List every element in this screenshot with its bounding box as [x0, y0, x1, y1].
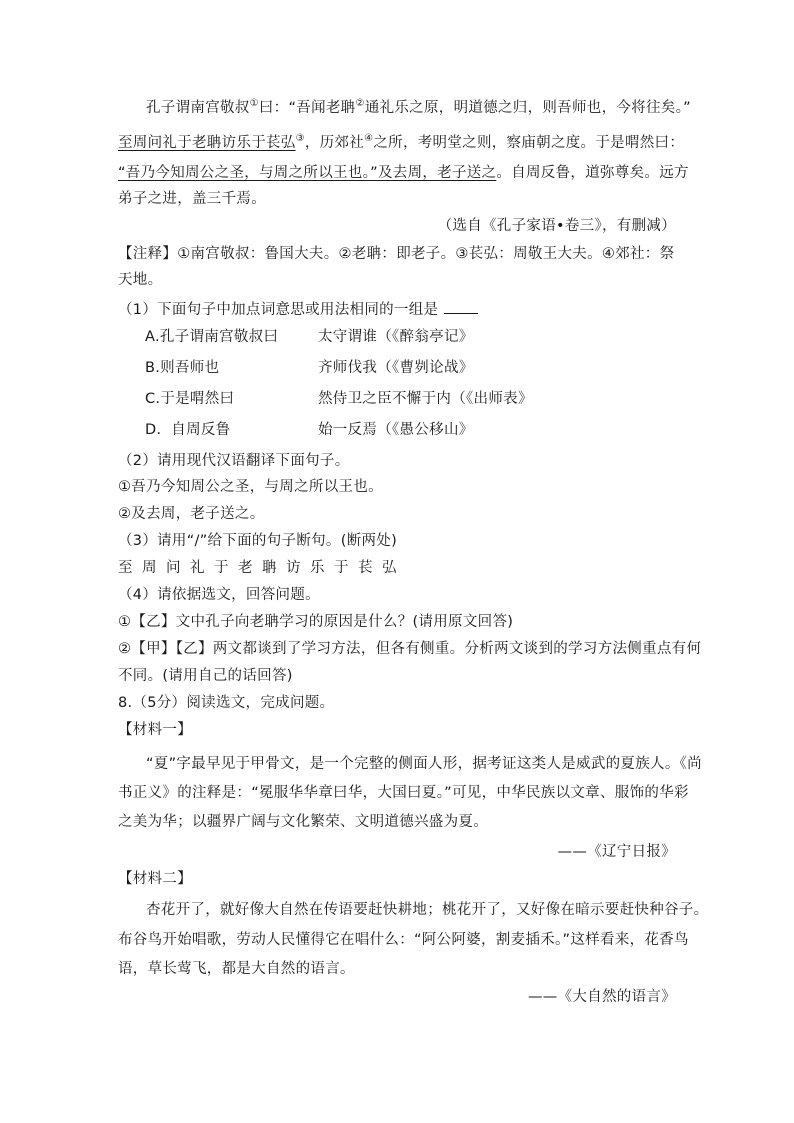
option-compare: 齐师伐我（《曹刿论战》	[318, 360, 474, 376]
option-compare: 然侍卫之臣不懈于内（《出师表》	[318, 391, 533, 407]
material-1-line-2: 书正义》的注释是：“冕服华华章曰华，大国曰夏。”可见，中华民族以文章、服饰的华彩	[118, 785, 689, 801]
material-2-source: ——《大自然的语言》	[528, 989, 676, 1005]
q4-question-1: ①【乙】文中孔子向老聃学习的原因是什么？(请用原文回答)	[118, 614, 514, 630]
text: 孔子谓南宫敬叔	[146, 100, 250, 116]
underlined-sentence: “吾乃今知周公之圣，与周之所以王也。”	[118, 165, 378, 181]
notes-line-2: 天地。	[118, 272, 163, 288]
q3-sentence: 至周问礼于老聃访乐于苌弘	[118, 560, 406, 576]
material-2-line-1: 杏花开了，就好像大自然在传语要赶快耕地；桃花开了，又好像在暗示要赶快种谷子。	[146, 902, 709, 918]
option-text: C.于是喟然曰	[145, 391, 235, 407]
q4-question-2-line-2: 不同。(请用自己的话回答)	[118, 668, 293, 684]
option-text: B.则吾师也	[145, 360, 220, 376]
passage-source: （选自《孔子家语•卷三》，有删减）	[437, 218, 676, 234]
material-1-line-1: “夏”字最早见于甲骨文，是一个完整的侧面人形，据考证这类人是威武的夏族人。《尚	[146, 756, 702, 772]
material-1-source: ——《辽宁日报》	[557, 844, 676, 860]
q2-stem: （2）请用现代汉语翻译下面句子。	[118, 453, 350, 469]
text: 。自周反鲁，道弥尊矣。远方	[496, 165, 689, 181]
q4-question-2-line-1: ②【甲】【乙】两文都谈到了学习方法，但各有侧重。分析两文谈到的学习方法侧重点有何	[118, 641, 702, 657]
q4-stem: （4）请依据选文，回答问题。	[118, 587, 320, 603]
text: 之所，考明堂之则，察庙朝之度。于是喟然曰：	[373, 135, 685, 151]
material-2-line-2: 布谷鸟开始唱歌，劳动人民懂得它在唱什么：“阿公阿婆，割麦插禾。”这样看来，花香鸟	[118, 932, 689, 948]
text: （1）下面句子中加点词意思或用法相同的一组是	[118, 302, 439, 318]
q3-stem: （3）请用“/”给下面的句子断句。(断两处)	[118, 533, 398, 549]
option-text: D．自周反鲁	[145, 422, 231, 438]
material-2-line-3: 语，草长莺飞，都是大自然的语言。	[118, 961, 355, 977]
passage-line-4: 弟子之进，盖三千焉。	[118, 191, 266, 207]
note-marker-2: ②	[355, 98, 365, 110]
q2-sentence-2: ②及去周，老子送之。	[118, 506, 265, 522]
note-marker-1: ①	[249, 98, 259, 110]
note-marker-3: ③	[295, 133, 305, 145]
passage-line-3	[118, 163, 689, 183]
material-1-line-3: 之美为华；以疆界广阔与文化繁荣、文明道德兴盛为夏。	[118, 814, 488, 830]
text: 通礼乐之原，明道德之归，则吾师也，今将往矣。”	[364, 100, 691, 116]
material-2-title: 【材料二】	[118, 871, 192, 887]
text: ，历郊社	[304, 135, 365, 151]
passage-line-1	[146, 98, 691, 118]
q2-sentence-1: ①吾乃今知周公之圣，与周之所以王也。	[118, 479, 383, 495]
passage-line-2	[118, 133, 684, 153]
q8-stem: 8.（5分）阅读选文，完成问题。	[118, 695, 335, 711]
note-marker-4: ④	[364, 133, 374, 145]
q1-stem	[118, 299, 478, 320]
text: 曰：“吾闻老聃	[258, 100, 356, 116]
option-compare: 太守谓谁（《醉翁亭记》	[318, 329, 474, 345]
underlined-sentence: 及去周，老子送之	[377, 165, 497, 181]
notes-line-1: 【注释】①南宫敬叔：鲁国大夫。②老聃：即老子。③苌弘：周敬王大夫。④郊社：祭	[118, 246, 675, 262]
underlined-sentence: 至周问礼于老聃访乐于苌弘	[118, 135, 296, 151]
material-1-title: 【材料一】	[118, 722, 192, 738]
option-compare: 始一反焉（《愚公移山》	[318, 422, 474, 438]
option-text: A.孔子谓南宫敬叔曰	[145, 329, 279, 345]
answer-blank[interactable]	[444, 299, 478, 314]
